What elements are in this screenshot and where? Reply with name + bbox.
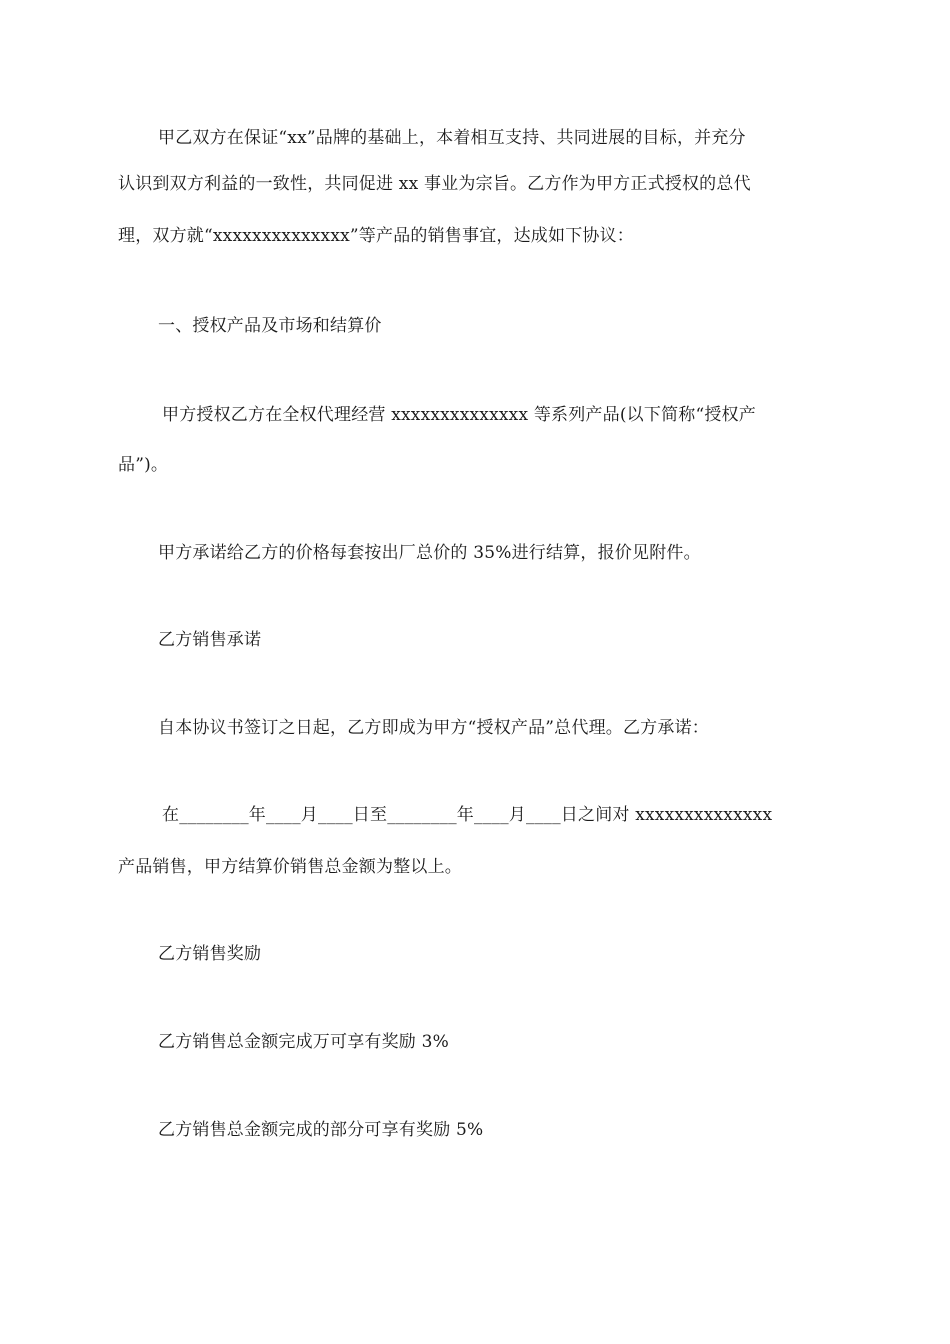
intro-paragraph-line-2: 认识到双方利益的一致性，共同促进 xx 事业为宗旨。乙方作为甲方正式授权的总代 <box>118 174 751 194</box>
sales-period-paragraph-line-1: 在________年____月____日至________年____月____日之间对 xxxxxxxxxxxxxx <box>162 805 773 825</box>
intro-paragraph-line-1: 甲乙双方在保证“xx”品牌的基础上，本着相互支持、共同进展的目标，并充分 <box>158 128 746 148</box>
sign-date-paragraph: 自本协议书签订之日起，乙方即成为甲方“授权产品”总代理。乙方承诺： <box>158 718 709 738</box>
section-heading-sales-commitment: 乙方销售承诺 <box>158 630 262 650</box>
section-heading-sales-reward: 乙方销售奖励 <box>158 944 262 964</box>
price-commitment-paragraph: 甲方承诺给乙方的价格每套按出厂总价的 35%进行结算，报价见附件。 <box>158 543 701 563</box>
reward-paragraph-1: 乙方销售总金额完成万可享有奖励 3% <box>158 1032 449 1052</box>
reward-paragraph-2: 乙方销售总金额完成的部分可享有奖励 5% <box>158 1120 484 1140</box>
sales-period-paragraph-line-2: 产品销售，甲方结算价销售总金额为整以上。 <box>118 857 462 877</box>
section-heading-authorized-products: 一、授权产品及市场和结算价 <box>158 316 382 336</box>
authorization-paragraph-line-1: 甲方授权乙方在全权代理经营 xxxxxxxxxxxxxx 等系列产品(以下简称“授权产 <box>162 405 756 425</box>
authorization-paragraph-line-2: 品”)。 <box>118 455 169 475</box>
intro-paragraph-line-3: 理，双方就“xxxxxxxxxxxxxx”等产品的销售事宜，达成如下协议： <box>118 226 635 246</box>
